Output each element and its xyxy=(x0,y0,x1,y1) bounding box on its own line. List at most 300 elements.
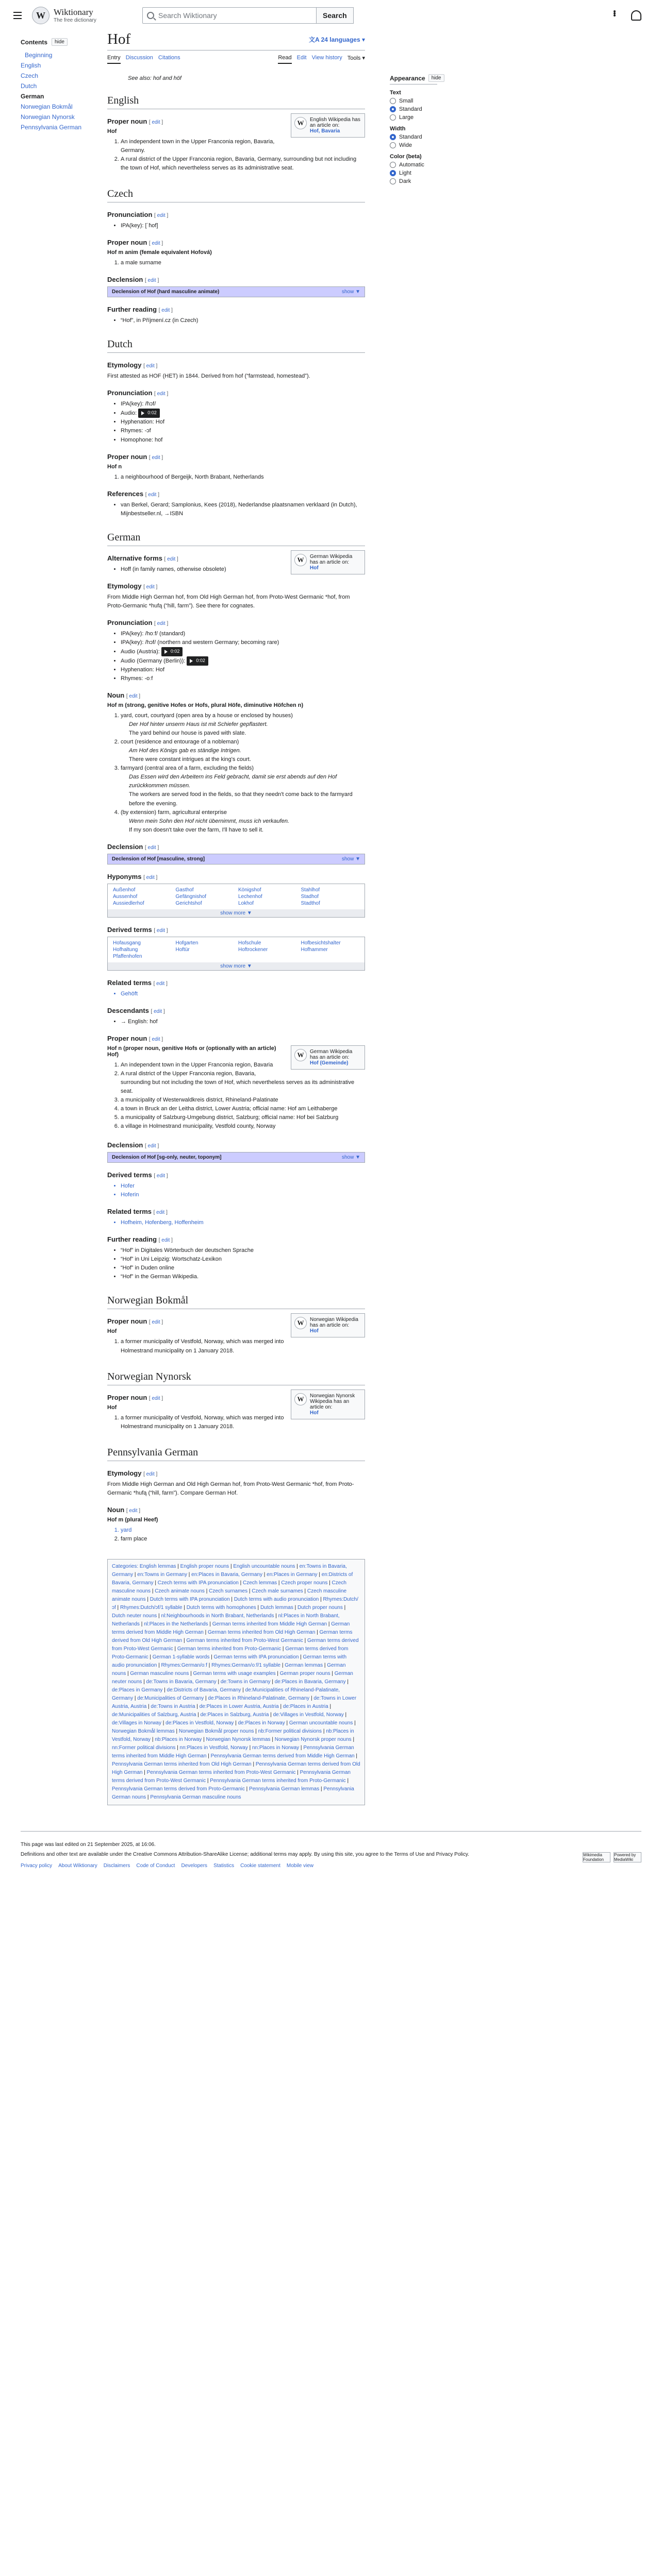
category-link[interactable]: Dutch proper nouns | xyxy=(297,1605,345,1611)
edit-link[interactable]: edit xyxy=(147,278,156,284)
edit-link[interactable]: edit xyxy=(146,874,155,880)
edit-link[interactable]: edit xyxy=(156,1210,165,1216)
category-link[interactable]: German lemmas | xyxy=(285,1663,327,1668)
logo-tagline: The free dictionary xyxy=(54,17,96,23)
category-link[interactable]: de:Places in Vestfold, Norway | xyxy=(166,1720,238,1726)
edit-link[interactable]: edit xyxy=(152,120,160,125)
etymology-text: From Middle High German hof, from Old High German hof, from Proto-West Germanic *hof, from Proto-Germanic *hufą (“hill, farm”). See there for cognates. xyxy=(107,594,350,609)
reference-item: • van Berkel, Gerard; Samplonius, Kees (2018), Nederlandse plaatsnamen verklaard (in Dutch), Mijnbestseller.nl, →ISBN xyxy=(121,501,365,518)
category-link[interactable]: Pennsylvania German lemmas | xyxy=(249,1786,323,1792)
wikipedia-link[interactable]: Hof, Bavaria xyxy=(310,128,340,134)
category-link[interactable]: Norwegian Nynorsk lemmas | xyxy=(206,1737,275,1742)
edit-link[interactable]: edit xyxy=(129,693,138,700)
edit-link[interactable]: edit xyxy=(156,980,165,987)
tab-discussion[interactable]: Discussion xyxy=(125,55,153,61)
descendant: • → English: hof xyxy=(121,1018,365,1026)
category-links xyxy=(107,1559,365,1805)
rhymes: • Rhymes: -oːf xyxy=(121,674,365,683)
edit-link[interactable]: edit xyxy=(161,1238,170,1244)
category-link[interactable]: German terms inherited from Proto-Germanic | xyxy=(177,1646,285,1652)
category-link[interactable]: de:Towns in Bavaria, Germany | xyxy=(146,1679,221,1685)
headword: Hof m anim (female equivalent Hofová) xyxy=(107,249,212,256)
sense: 1. a former municipality of Vestfold, Norway, which was merged into Holmestrand municipality on 1 January 2018. xyxy=(121,1337,365,1355)
edit-link[interactable]: edit xyxy=(157,391,166,397)
category-link[interactable]: Czech animate nouns | xyxy=(155,1588,209,1594)
derived-term[interactable]: Pfaffenhofen xyxy=(113,953,142,959)
edit-link[interactable]: edit xyxy=(146,1471,155,1477)
show-more-button[interactable]: show more ▼ xyxy=(108,962,365,970)
category-link[interactable]: Dutch lemmas | xyxy=(260,1605,297,1611)
edit-link[interactable]: edit xyxy=(156,927,166,934)
search-form xyxy=(142,7,354,24)
category-link[interactable]: de:Places in Rhineland-Palatinate, Germany | xyxy=(208,1696,313,1701)
category-link[interactable]: Pennsylvania German terms inherited from Proto-West Germanic | xyxy=(147,1770,300,1775)
derived-term[interactable]: Hofhammer xyxy=(301,946,328,953)
category-link[interactable]: German uncountable nouns | xyxy=(289,1720,356,1726)
edit-link[interactable]: edit xyxy=(152,1319,160,1326)
derived-term[interactable]: Hofschule xyxy=(238,940,261,946)
edit-link[interactable]: edit xyxy=(156,1173,166,1179)
radio-text-large[interactable]: Large xyxy=(390,114,437,121)
edit-link[interactable]: edit xyxy=(157,620,166,626)
category-link[interactable]: German terms inherited from Middle High German | xyxy=(212,1621,331,1627)
edit-link[interactable]: edit xyxy=(146,584,155,590)
license-text: Definitions and other text are available under the Creative Commons Attribution-ShareAlike License; additional terms may apply. By using this site, you agree to the Terms of Use and Privacy Policy. xyxy=(21,1852,469,1858)
derived-term[interactable]: Hofbesichtshalter xyxy=(301,940,341,946)
further-reading-item: • “Hof” in Duden online xyxy=(121,1264,365,1273)
toc-item-german[interactable]: German xyxy=(21,93,44,100)
declension-table: Declension of Hof (hard masculine animate) show ▼ xyxy=(107,286,365,297)
sense: 4. (by extension) farm, agricultural enterprise Wenn mein Sohn den Hof nicht übernimmt, muss ich verkaufen. If my son doesn't take over the farm, I'll have to sell it. xyxy=(121,808,365,835)
radio-width-standard[interactable]: Standard xyxy=(390,134,437,140)
page-footer xyxy=(21,1831,641,1884)
category-link[interactable]: nl:Places in North Brabant, Netherlands | xyxy=(112,1613,340,1627)
tab-edit[interactable]: Edit xyxy=(296,55,307,61)
wikipedia-icon: W xyxy=(294,554,307,566)
toc-item-norwegian-nynorsk[interactable]: Norwegian Nynorsk xyxy=(21,113,75,121)
main-menu-icon[interactable] xyxy=(9,7,26,24)
heading-german-pronunciation: Pronunciation [ edit ] xyxy=(107,618,169,626)
category-link[interactable]: German masculine nouns | xyxy=(130,1671,193,1676)
show-toggle[interactable]: show ▼ xyxy=(341,1155,360,1161)
category-link[interactable]: Norwegian Bokmål proper nouns | xyxy=(179,1728,258,1734)
category-link[interactable]: Rhymes:German/oːf | xyxy=(161,1663,211,1668)
category-link[interactable]: Czech masculine nouns | xyxy=(112,1580,346,1594)
play-icon xyxy=(164,650,168,654)
wikipedia-link[interactable]: Hof xyxy=(310,565,319,571)
edit-link[interactable]: edit xyxy=(154,1008,162,1014)
footer-link[interactable]: Statistics xyxy=(213,1862,235,1869)
edit-link[interactable]: edit xyxy=(152,241,160,247)
sense: 4. a town in Bruck an der Leitha district, Lower Austria; official name: Hof am Leithaberge xyxy=(121,1105,365,1113)
category-link[interactable]: Czech surnames | xyxy=(209,1588,252,1594)
category-link[interactable]: de:Places in Bavaria, Germany | xyxy=(275,1679,349,1685)
category-link[interactable]: de:Municipalities of Rhineland-Palatinate, Germany | xyxy=(112,1687,340,1701)
category-link[interactable]: Pennsylvania German masculine nouns xyxy=(150,1794,241,1800)
heading-german-related-terms: Related terms [ edit ] xyxy=(107,978,168,987)
search-input[interactable] xyxy=(142,7,317,24)
category-link[interactable]: German terms with IPA pronunciation | xyxy=(214,1654,303,1660)
radio-icon xyxy=(390,142,396,148)
radio-text-small[interactable]: Small xyxy=(390,98,437,104)
category-link[interactable]: nn:Places in Norway | xyxy=(252,1745,303,1751)
wikimedia-badge[interactable]: Wikimedia Foundation xyxy=(583,1852,610,1862)
category-link[interactable]: de:Towns in Lower Austria, Austria | xyxy=(112,1696,356,1709)
heading-pdc-etymology: Etymology [ edit ] xyxy=(107,1469,158,1477)
sense[interactable]: 1. yard xyxy=(121,1526,365,1535)
hyponym-term[interactable]: Gerichtshof xyxy=(175,900,202,906)
footer-link[interactable]: Developers xyxy=(181,1862,208,1869)
toc-item-norwegian-bokmal[interactable]: Norwegian Bokmål xyxy=(21,103,73,110)
heading-german-proper-declension: Declension [ edit ] xyxy=(107,1141,159,1149)
hyponym-term[interactable]: Stadthof xyxy=(301,900,320,906)
radio-text-standard[interactable]: Standard xyxy=(390,106,437,112)
headword: Hof n xyxy=(107,463,122,470)
category-link[interactable]: nl:Places in the Netherlands | xyxy=(144,1621,212,1627)
tab-entry[interactable]: Entry xyxy=(107,55,121,64)
heading-norwegian-nynorsk: Norwegian Nynorsk xyxy=(107,1371,365,1385)
footer-link[interactable]: Cookie statement xyxy=(240,1862,280,1869)
footer-link[interactable]: Privacy policy xyxy=(21,1862,53,1869)
wikipedia-icon: W xyxy=(294,1393,307,1405)
search-button[interactable]: Search xyxy=(317,7,354,24)
edit-link[interactable]: edit xyxy=(146,363,155,369)
category-link[interactable]: de:Towns in Austria | xyxy=(151,1704,199,1709)
search-icon xyxy=(147,12,154,19)
category-link[interactable]: nl:Neighbourhoods in North Brabant, Netherlands | xyxy=(161,1613,278,1619)
hyponym-term[interactable]: Lechenhof xyxy=(238,893,262,900)
wikipedia-link[interactable]: Hof (Gemeinde) xyxy=(310,1060,349,1066)
hyponym-term[interactable]: Stahlhof xyxy=(301,887,320,893)
audio-row: • Audio (Austria): 0:02 xyxy=(121,647,365,656)
hyponym-term[interactable]: Gefängnishof xyxy=(175,893,206,900)
category-link[interactable]: Rhymes:Dutch/ɔf | xyxy=(112,1597,358,1611)
play-icon xyxy=(141,411,144,415)
toc-item-english[interactable]: English xyxy=(21,62,41,69)
wikipedia-box-german: W German Wikipedia has an article on: Hof xyxy=(291,550,365,574)
radio-checked-icon xyxy=(390,170,396,176)
category-link[interactable]: en:Towns in Bavaria, Germany | xyxy=(112,1564,347,1578)
heading-dutch-pronunciation: Pronunciation [ edit ] xyxy=(107,389,169,397)
radio-checked-icon xyxy=(390,106,396,112)
radio-color-automatic[interactable]: Automatic xyxy=(390,162,437,168)
heading-dutch-proper-noun: Proper noun [ edit ] xyxy=(107,452,163,461)
category-link[interactable]: Czech lemmas | xyxy=(243,1580,281,1586)
heading-english: English xyxy=(107,95,365,109)
sense-list xyxy=(107,138,365,173)
footer-link[interactable]: Mobile view xyxy=(286,1862,314,1869)
radio-icon xyxy=(390,178,396,184)
show-toggle[interactable]: show ▼ xyxy=(341,289,360,295)
category-link[interactable]: de:Villages in Vestfold, Norway | xyxy=(273,1712,347,1718)
heading-german-noun: Noun [ edit ] xyxy=(107,691,141,700)
category-link[interactable]: de:Towns in Germany | xyxy=(221,1679,275,1685)
related-term[interactable]: • Hofheim, Hofenberg, Hoffenheim xyxy=(121,1218,365,1227)
toc-item-dutch[interactable]: Dutch xyxy=(21,82,37,90)
user-icon[interactable] xyxy=(631,10,641,21)
category-link[interactable]: Pennsylvania German terms inherited from Proto-Germanic | xyxy=(210,1778,349,1784)
heading-german-alternative-forms: Alternative forms [ edit ] xyxy=(107,554,178,562)
ipa: • IPA(key): /ɦɔf/ xyxy=(121,400,365,409)
footer-link[interactable]: About Wiktionary xyxy=(58,1862,97,1869)
radio-color-light[interactable]: Light xyxy=(390,170,437,176)
toc-item-beginning[interactable]: Beginning xyxy=(25,52,53,59)
toc-item-czech[interactable]: Czech xyxy=(21,72,39,79)
sense: 2. court (residence and entourage of a nobleman) Am Hof des Königs gab es ständige Intrigen. There were constant intrigues at the king's court. xyxy=(121,738,365,764)
see-also-hatnote: See also: hof and höf xyxy=(128,75,181,81)
category-link[interactable]: English lemmas | xyxy=(140,1564,180,1569)
hyponyms-box xyxy=(107,884,365,918)
category-link[interactable]: Dutch terms with homophones | xyxy=(187,1605,260,1611)
category-link[interactable]: de:Places in Norway | xyxy=(238,1720,289,1726)
width-title: Width xyxy=(390,126,406,132)
rhymes: • Rhymes: -ɔf xyxy=(121,427,365,435)
headword: Hof m (strong, genitive Hofes or Hofs, plural Höfe, diminutive Höfchen n) xyxy=(107,702,304,709)
derived-term[interactable]: Hoftür xyxy=(175,946,190,953)
hyponym-term[interactable]: Aussenhof xyxy=(113,893,138,900)
category-link[interactable]: German terms derived from Proto-Germanic | xyxy=(112,1646,348,1660)
heading-norwegian-bokmal: Norwegian Bokmål xyxy=(107,1295,365,1309)
audio-player[interactable]: 0:02 xyxy=(187,656,208,666)
category-link[interactable]: en:Towns in Germany | xyxy=(137,1572,191,1578)
categories-label[interactable]: Categories: xyxy=(112,1563,139,1569)
wikipedia-icon: W xyxy=(294,1317,307,1329)
heading-dutch-references: References [ edit ] xyxy=(107,489,159,498)
category-link[interactable]: German terms with audio pronunciation | xyxy=(112,1654,346,1668)
sense: 6. a village in Holmestrand municipality, Vestfold county, Norway xyxy=(121,1122,365,1131)
wikipedia-box-nno: W Norwegian Nynorsk Wikipedia has an article on: Hof xyxy=(291,1389,365,1419)
category-link[interactable]: nn:Places in Vestfold, Norway | xyxy=(180,1745,252,1751)
usage-example: Der Hof hinter unserm Haus ist mit Schiefer gepflastert. xyxy=(129,721,268,728)
radio-icon xyxy=(390,98,396,104)
category-link[interactable]: de:Municipalities of Salzburg, Austria | xyxy=(112,1712,201,1718)
heading-german-further-reading: Further reading [ edit ] xyxy=(107,1235,173,1244)
hyponym-term[interactable]: Aussiedlerhof xyxy=(113,900,144,906)
radio-color-dark[interactable]: Dark xyxy=(390,178,437,184)
radio-icon xyxy=(390,114,396,121)
further-reading-item: • “Hof”, in Příjmení.cz (in Czech) xyxy=(121,316,365,325)
appearance-hide-button[interactable]: hide xyxy=(428,74,444,82)
ipa: • IPA(key): /hɔf/ (northern and western Germany; becoming rare) xyxy=(121,638,365,647)
category-link[interactable]: Rhymes:Dutch/ɔf/1 syllable | xyxy=(120,1605,187,1611)
footer-link[interactable]: Disclaimers xyxy=(103,1862,130,1869)
heading-nob-proper-noun: Proper noun [ edit ] xyxy=(107,1317,163,1326)
appearance-panel xyxy=(390,31,441,1816)
usage-example: Das Essen wird den Arbeitern ins Feld gebracht, damit sie erst abends auf den Hof zurückkommen müssen. xyxy=(129,774,337,789)
category-link[interactable]: Dutch neuter nouns | xyxy=(112,1613,161,1619)
heading-german-derived-terms: Derived terms [ edit ] xyxy=(107,925,168,934)
edit-link[interactable]: edit xyxy=(148,492,157,498)
table-of-contents xyxy=(21,31,87,1816)
sense: 1. a male surname xyxy=(121,259,365,267)
tab-tools[interactable]: Tools ▾ xyxy=(347,55,365,61)
wikipedia-link[interactable]: Hof xyxy=(310,1328,319,1334)
category-link[interactable]: German 1-syllable words | xyxy=(153,1654,214,1660)
category-link[interactable]: Pennsylvania German terms derived from Old High German | xyxy=(112,1761,360,1775)
category-link[interactable]: Dutch terms with IPA pronunciation | xyxy=(150,1597,234,1602)
heading-czech-further-reading: Further reading [ edit ] xyxy=(107,306,173,314)
example-translation: The workers are served food in the fields, so that they needn't come back to the farmyard before the evening. xyxy=(129,791,353,807)
declension-table: Declension of Hof [sg-only, neuter, toponym] show ▼ xyxy=(107,1152,365,1163)
heading-dutch-etymology: Etymology [ edit ] xyxy=(107,361,158,369)
heading-german: German xyxy=(107,532,365,546)
category-link[interactable]: Norwegian Nynorsk proper nouns | xyxy=(275,1737,354,1742)
category-link[interactable]: de:Villages in Norway | xyxy=(112,1720,166,1726)
heading-english-proper-noun: Proper noun [ edit ] xyxy=(107,117,163,125)
category-link[interactable]: German terms inherited from Proto-West Germanic | xyxy=(186,1638,307,1643)
sense: 1. An independent town in the Upper Franconia region, Bavaria xyxy=(121,1061,365,1070)
sense: 3. farmyard (central area of a farm, excluding the fields) Das Essen wird den Arbeitern ins Feld gebracht, damit sie erst abends auf den Hof zurückkommen müssen. The workers are served food in the fields, so that they needn't come back to the farmyard before the evening. xyxy=(121,764,365,808)
heading-pdc-noun: Noun [ edit ] xyxy=(107,1505,141,1514)
page-title: Hof xyxy=(107,31,131,47)
heading-german-hyponyms: Hyponyms [ edit ] xyxy=(107,872,158,880)
edit-link[interactable]: edit xyxy=(147,844,156,851)
show-toggle[interactable]: show ▼ xyxy=(341,856,360,862)
category-link[interactable]: nb:Places in Vestfold, Norway | xyxy=(112,1728,354,1742)
category-link[interactable]: Czech terms with IPA pronunciation | xyxy=(158,1580,243,1586)
audio-player[interactable]: 0:02 xyxy=(138,409,160,418)
derived-term[interactable]: Hofausgang xyxy=(113,940,141,946)
category-link[interactable]: Czech masculine animate nouns | xyxy=(112,1588,346,1602)
category-link[interactable]: German terms derived from Proto-West Germanic | xyxy=(112,1638,359,1652)
mediawiki-badge[interactable]: Powered by MediaWiki xyxy=(614,1852,641,1862)
audio-row: • Audio (Germany (Berlin)): 0:02 xyxy=(121,656,365,666)
show-more-button[interactable]: show more ▼ xyxy=(108,909,365,917)
category-link[interactable]: Pennsylvania German terms derived from Proto-West Germanic | xyxy=(112,1770,351,1784)
play-icon xyxy=(190,659,193,663)
category-link[interactable]: en:Places in Germany | xyxy=(267,1572,322,1578)
page-tabs xyxy=(107,50,365,68)
wiktionary-logo-icon: W xyxy=(32,7,49,24)
radio-icon xyxy=(390,162,396,168)
edit-link[interactable]: edit xyxy=(152,1036,160,1042)
category-link[interactable]: German terms derived from Middle High German | xyxy=(112,1621,350,1635)
toc-item-pennsylvania-german[interactable]: Pennsylvania German xyxy=(21,124,82,131)
edit-link[interactable]: edit xyxy=(161,308,170,314)
hyphenation: • Hyphenation: Hof xyxy=(121,666,365,674)
tab-view-history[interactable]: View history xyxy=(311,55,342,61)
sense-list xyxy=(107,1061,365,1131)
category-link[interactable]: de:Districts of Bavaria, Germany | xyxy=(167,1687,245,1693)
category-link[interactable]: German proper nouns | xyxy=(280,1671,335,1676)
headword: Hof xyxy=(107,128,117,134)
hyponym-term[interactable]: Stadhof xyxy=(301,893,319,900)
footer-link[interactable]: Code of Conduct xyxy=(136,1862,175,1869)
category-link[interactable]: Czech male surnames | xyxy=(252,1588,307,1594)
category-link[interactable]: nb:Former political divisions | xyxy=(258,1728,326,1734)
edit-link[interactable]: edit xyxy=(152,1395,160,1401)
derived-term[interactable]: Hofhaltung xyxy=(113,946,138,953)
category-link[interactable]: en:Places in Bavaria, Germany | xyxy=(191,1572,267,1578)
edit-link[interactable]: edit xyxy=(152,454,160,461)
heading-pennsylvania-german: Pennsylvania German xyxy=(107,1447,365,1461)
hyponym-term[interactable]: Gasthof xyxy=(175,887,194,893)
wikipedia-box-english: W English Wikipedia has an article on: Hof, Bavaria xyxy=(291,113,365,138)
declension-table: Declension of Hof [masculine, strong] show ▼ xyxy=(107,854,365,865)
category-link[interactable]: English uncountable nouns | xyxy=(233,1564,299,1569)
category-link[interactable]: de:Places in Germany | xyxy=(112,1687,167,1693)
heading-dutch: Dutch xyxy=(107,338,365,353)
category-link[interactable]: de:Municipalities of Germany | xyxy=(137,1696,208,1701)
category-link[interactable]: de:Places in Austria | xyxy=(283,1704,331,1709)
category-link[interactable]: Pennsylvania German terms inherited from Old High German | xyxy=(112,1761,256,1767)
wikipedia-box-german-proper: W German Wikipedia has an article on: Hof (Gemeinde) xyxy=(291,1045,365,1070)
category-link[interactable]: Norwegian Bokmål lemmas | xyxy=(112,1728,179,1734)
category-link[interactable]: English proper nouns | xyxy=(180,1564,234,1569)
heading-german-etymology: Etymology [ edit ] xyxy=(107,582,158,590)
category-link[interactable]: German terms with usage examples | xyxy=(193,1671,280,1676)
text-size-title: Text xyxy=(390,90,401,96)
etymology-text: First attested as HOF (HET) in 1844. Derived from hof (“farmstead, homestead”). xyxy=(107,373,310,380)
usage-example: Am Hof des Königs gab es ständige Intrigen. xyxy=(129,748,241,754)
ipa: • IPA(key): [ˈɦof] xyxy=(121,222,365,230)
category-link[interactable]: Pennsylvania German terms inherited from Middle High German | xyxy=(112,1745,354,1759)
usage-example: Wenn mein Sohn den Hof nicht übernimmt, muss ich verkaufen. xyxy=(129,818,290,824)
edit-link[interactable]: edit xyxy=(129,1507,138,1514)
further-reading-item: • “Hof” in Digitales Wörterbuch der deutschen Sprache xyxy=(121,1246,365,1255)
category-link[interactable]: Dutch terms with audio pronunciation | xyxy=(234,1597,323,1602)
hyponym-term[interactable]: Lokhof xyxy=(238,900,254,906)
hyponym-term[interactable]: Außenhof xyxy=(113,887,136,893)
category-link[interactable]: de:Places in Salzburg, Austria | xyxy=(201,1712,273,1718)
edit-link[interactable]: edit xyxy=(147,1143,156,1149)
category-link[interactable]: en:Districts of Bavaria, Germany | xyxy=(112,1572,353,1586)
alternative-form: • Hoff (in family names, otherwise obsolete) xyxy=(121,565,365,574)
hyphenation: • Hyphenation: Hof xyxy=(121,418,365,427)
derived-term[interactable]: • Hoferin xyxy=(121,1191,365,1199)
category-link[interactable]: Pennsylvania German terms derived from Middle High German | xyxy=(211,1753,357,1759)
audio-player[interactable]: 0:02 xyxy=(161,647,183,656)
site-logo[interactable] xyxy=(32,7,125,24)
category-link[interactable]: Pennsylvania German nouns | xyxy=(112,1786,354,1800)
category-link[interactable]: German terms derived from Old High German | xyxy=(112,1630,352,1643)
category-link[interactable]: nb:Places in Norway | xyxy=(155,1737,206,1742)
wikipedia-box-nob: W Norwegian Wikipedia has an article on: Hof xyxy=(291,1313,365,1337)
wikipedia-link[interactable]: Hof xyxy=(310,1410,319,1416)
derived-term[interactable]: Hoftrockener xyxy=(238,946,268,953)
last-edited: This page was last edited on 21 September 2025, at 16:06. xyxy=(21,1841,156,1848)
sense: 1. An independent town in the Upper Franconia region, Bavaria, Germany. xyxy=(121,138,365,155)
radio-width-wide[interactable]: Wide xyxy=(390,142,437,148)
category-link[interactable]: de:Places in Lower Austria, Austria | xyxy=(200,1704,283,1709)
wikipedia-icon: W xyxy=(294,1049,307,1061)
more-options-icon[interactable] xyxy=(614,10,624,21)
toc-hide-button[interactable]: hide xyxy=(52,38,68,46)
tab-read[interactable]: Read xyxy=(278,55,291,64)
homophone: • Homophone: hof xyxy=(121,436,365,445)
heading-czech-pronunciation: Pronunciation [ edit ] xyxy=(107,211,169,219)
category-link[interactable]: German terms inherited from Old High German | xyxy=(208,1630,320,1635)
derived-term[interactable]: Hofgarten xyxy=(175,940,198,946)
headword: Hof xyxy=(107,1404,117,1411)
heading-german-proper-related: Related terms [ edit ] xyxy=(107,1208,168,1216)
category-link[interactable]: Rhymes:German/oːf/1 syllable | xyxy=(211,1663,285,1668)
headword: Hof xyxy=(107,1328,117,1335)
hyponym-term[interactable]: Königshof xyxy=(238,887,261,893)
tab-citations[interactable]: Citations xyxy=(158,55,180,61)
category-link[interactable]: nn:Former political divisions | xyxy=(112,1745,180,1751)
derived-term[interactable]: • Hofer xyxy=(121,1182,365,1191)
category-link[interactable]: German nouns | xyxy=(112,1663,345,1676)
language-selector-button[interactable]: 文A 24 languages ▾ xyxy=(309,36,365,43)
category-link[interactable]: Czech proper nouns | xyxy=(281,1580,332,1586)
category-link[interactable]: German neuter nouns | xyxy=(112,1671,353,1685)
edit-link[interactable]: edit xyxy=(167,556,176,562)
category-link[interactable]: Pennsylvania German terms derived from Proto-Germanic | xyxy=(112,1786,249,1792)
edit-link[interactable]: edit xyxy=(157,213,166,219)
radio-checked-icon xyxy=(390,134,396,140)
related-term[interactable]: • Gehöft xyxy=(121,990,365,998)
